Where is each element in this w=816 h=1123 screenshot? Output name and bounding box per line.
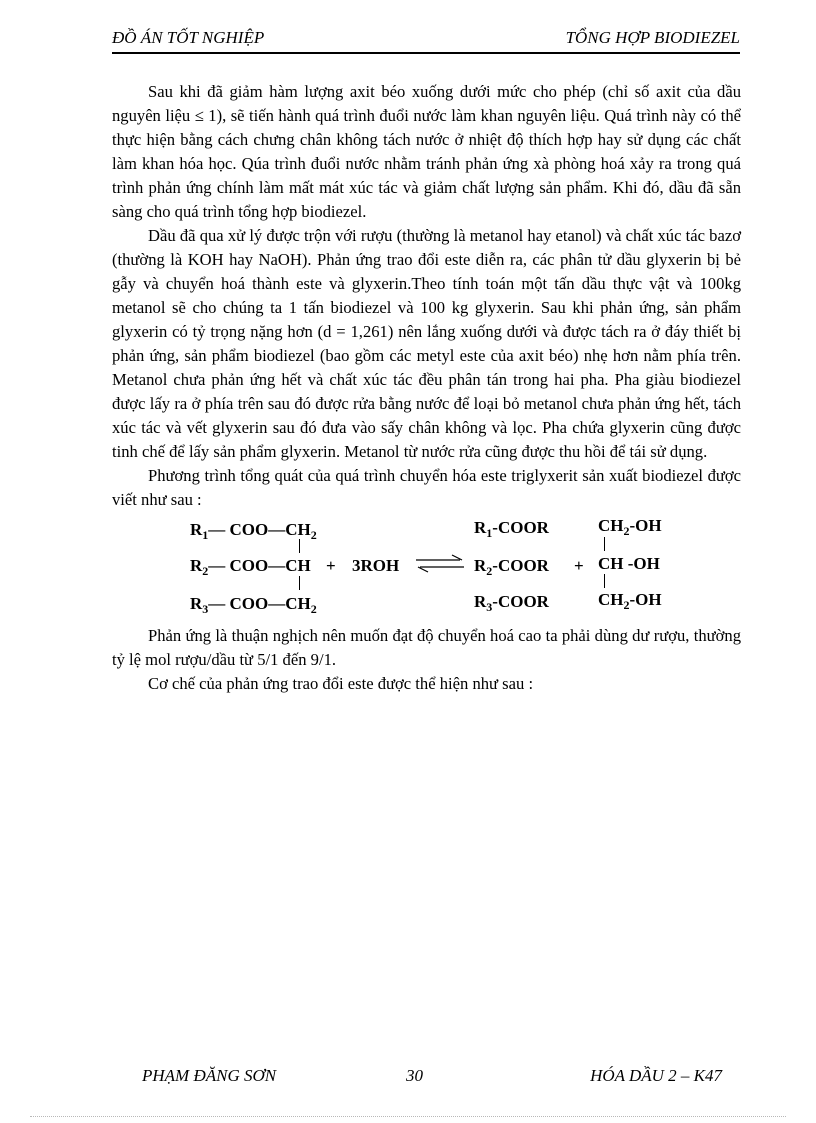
bond-line — [299, 576, 300, 590]
transesterification-equation — [112, 514, 741, 622]
page-header — [112, 26, 740, 54]
product-ester-3: $R_3$-COOR — [474, 592, 549, 614]
document-body — [112, 80, 741, 696]
footer-class: HÓA DẦU 2 – K47 — [590, 1066, 722, 1085]
paragraph-mechanism-intro: Cơ chế của phản ứng trao đổi este được thể hiện như sau : — [148, 674, 534, 693]
glycerol-row-1: $CH_2-OH$ — [598, 516, 662, 538]
page-bottom-border — [30, 1116, 786, 1117]
paragraph-equation-intro: Phương trình tổng quát của quá trình chuyển hóa este triglyxerit sản xuất biodiezel được viết như sau : — [112, 466, 741, 509]
page-footer — [142, 1066, 722, 1090]
plus-sign: + — [574, 556, 584, 575]
product-ester-1: $R_1$-COOR — [474, 518, 549, 540]
reactant-row-3: $R_3—$ $COO—CH_2$ — [190, 594, 317, 616]
bond-line — [604, 537, 605, 551]
footer-author: PHẠM ĐĂNG SƠN — [142, 1066, 277, 1085]
header-thesis-label: ĐỒ ÁN TỐT NGHIỆP — [112, 28, 265, 47]
bond-line — [604, 574, 605, 588]
reactant-row-1: $R_1—$ $COO—CH_2$ — [190, 520, 317, 542]
reagent-methanol: 3ROH — [352, 556, 400, 575]
paragraph-process: Dầu đã qua xử lý được trộn với rượu (thường là metanol hay etanol) và chất xúc tác bazơ (thường là KOH hay NaOH). Phản ứng trao đổi este diễn ra, các phân tử dầu glyxerin bị bẻ gẫy và chuyển hoá thành este và glyxerin.Theo tính toán một tấn dầu thực vật và 100kg metanol sẽ cho chúng ta 1 tấn biodiezel và 100 kg glyxerin. Sau khi phản ứng, sản phẩm glyxerin có tỷ trọng nặng hơn (d = 1,261) nên lắng xuống dưới và được tách ra ở đáy thiết bị phản ứng, sản phẩm biodiezel (bao gồm các metyl este của axit béo) nhẹ hơn nằm phía trên. Metanol chưa phản ứng hết và chất xúc tác đều phân tán trong hai pha. Pha giàu biodiezel được lấy ra ở phía trên sau đó được rửa bằng nước để loại bỏ metanol chưa phản ứng hết, tách xúc tác và vết glyxerin sau đó đưa vào sấy chân không và lọc. Pha chứa glyxerin cũng được tinh chế để lấy sản phẩm glyxerin. Metanol từ nước rửa cũng được thu hồi để tái sử dụng. — [112, 226, 741, 461]
reactant-row-2: $R_2—$ COO—CH — [190, 556, 311, 578]
product-ester-2: $R_2$-COOR — [474, 556, 549, 578]
glycerol-row-2: CH -OH — [598, 554, 660, 573]
equilibrium-arrows-icon — [414, 552, 466, 574]
paragraph-dehydration: Sau khi đã giảm hàm lượng axit béo xuống dưới mức cho phép (chỉ số axit của dầu nguyên liệu ≤ 1), sẽ tiến hành quá trình đuổi nước làm khan nguyên liệu. Quá trình này có thể thực hiện bằng cách chưng chân không tách nước ở nhiệt độ thích hợp hay sử dụng các chất làm khan hóa học. Qúa trình đuổi nước nhằm tránh phản ứng xà phòng hoá xảy ra trong quá trình phản ứng chính làm mất mát xúc tác và giảm chất lượng sản phẩm. Khi đó, dầu đã sẵn sàng cho quá trình tổng hợp biodiezel. — [112, 82, 741, 221]
plus-sign: + — [326, 556, 336, 575]
paragraph-reversible: Phản ứng là thuận nghịch nên muốn đạt độ chuyển hoá cao ta phải dùng dư rượu, thường tỷ lệ mol rượu/dầu từ 5/1 đến 9/1. — [112, 626, 741, 669]
bond-line — [299, 539, 300, 553]
page-number: 30 — [406, 1066, 423, 1085]
glycerol-row-3: $CH_2-OH$ — [598, 590, 662, 612]
header-topic-label: TỔNG HỢP BIODIEZEL — [565, 28, 740, 47]
